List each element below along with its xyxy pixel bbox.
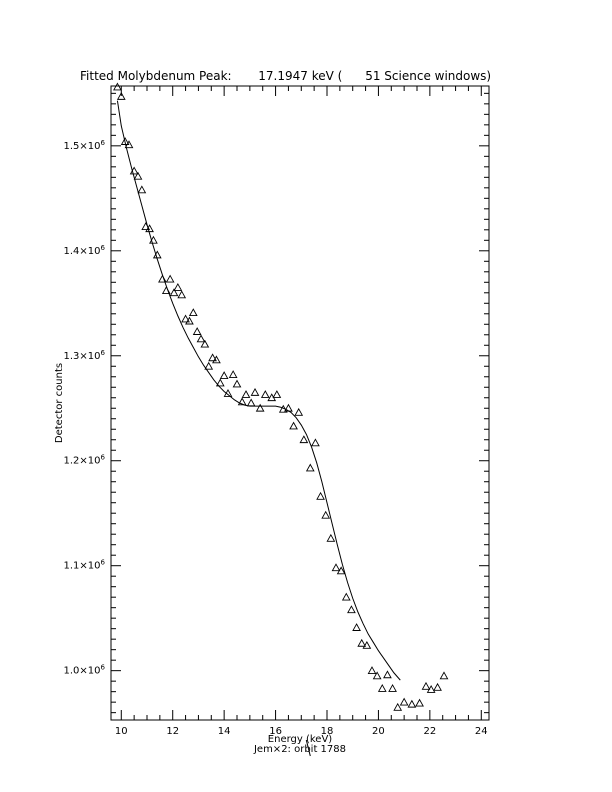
x-tick-label: 16 [269,726,282,737]
data-point [401,699,408,705]
x-tick-label: 14 [217,726,231,737]
x-tick-label: 12 [166,726,180,737]
data-point [182,315,189,321]
data-point [307,464,314,470]
data-point [224,390,231,396]
data-point [221,372,228,378]
data-point [343,594,350,600]
data-point [197,335,204,341]
data-point [348,606,355,612]
data-point [416,700,423,706]
data-point [358,640,365,646]
data-point [248,399,255,405]
data-point [174,284,181,290]
data-point [384,671,391,677]
data-point [230,371,237,377]
chart-footer: Jem×2: orbit 1788 [253,744,347,755]
y-tick-label: $1.0\times 10^6$ [63,663,105,677]
data-point [332,564,339,570]
plot-area [114,83,448,756]
y-tick-label: $1.3\times 10^6$ [63,348,105,362]
data-point [408,701,415,707]
x-axis-ticks [121,86,481,720]
y-tick-label: $1.1\times 10^6$ [63,558,105,572]
data-point [257,405,264,411]
data-point [290,422,297,428]
data-point [273,391,280,397]
data-point [194,328,201,334]
x-tick-label: 22 [423,726,437,737]
y-tick-label: $1.5\times 10^6$ [63,138,105,152]
data-point [312,439,319,445]
x-tick-label: 20 [372,726,385,737]
y-tick-label: $1.4\times 10^6$ [63,243,105,257]
data-point [440,672,447,678]
data-point [422,683,429,689]
x-tick-label: 18 [320,726,334,737]
x-tick-label: 10 [114,726,128,737]
data-point [262,391,269,397]
x-tick-label: 24 [474,726,488,737]
y-axis-label: Detector counts [54,362,65,444]
data-point [114,83,121,89]
data-point [167,276,174,282]
y-axis-ticks [111,93,489,712]
y-tick-label: $1.2\times 10^6$ [63,453,105,467]
data-point [368,667,375,673]
data-point [209,354,216,360]
data-point [327,535,334,541]
x-axis-label: Energy (keV) [267,734,333,745]
plot-frame [111,86,489,720]
data-point [300,436,307,442]
data-point [233,381,240,387]
data-point [295,409,302,415]
data-point [178,291,185,297]
data-point [353,624,360,630]
data-point [322,512,329,518]
chart-title: Fitted Molybdenum Peak: 17.1947 keV ( 51 Science windows) [80,69,492,83]
data-point [251,389,258,395]
data-point [434,684,441,690]
fit-curve [117,101,400,680]
data-point [138,186,145,192]
data-point [379,685,386,691]
data-point [389,685,396,691]
data-point [317,493,324,499]
data-point [190,309,197,315]
data-point [242,391,249,397]
y-axis-tick-labels [64,139,106,677]
